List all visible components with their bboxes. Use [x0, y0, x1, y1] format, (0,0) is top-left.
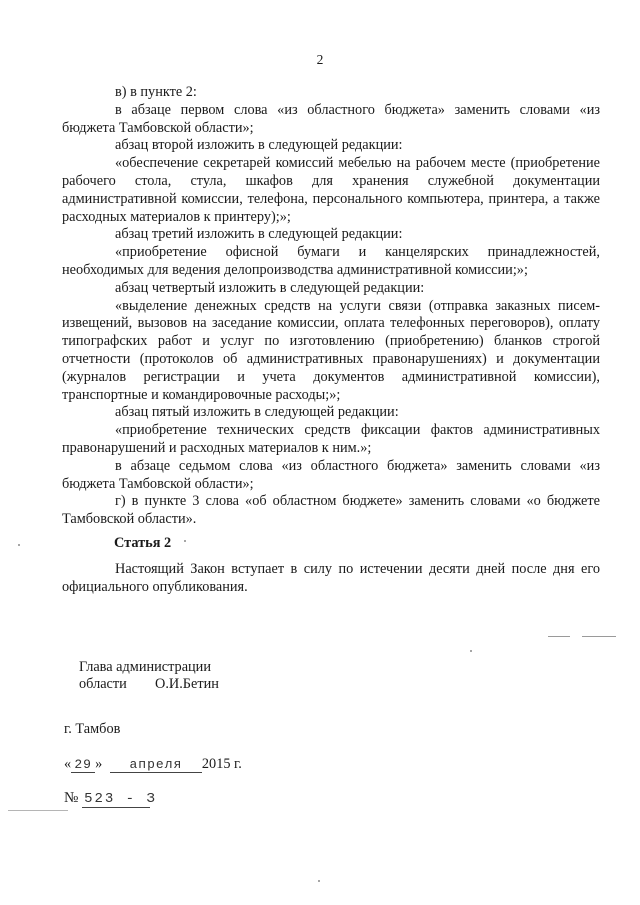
signatory-position-line2: области	[79, 676, 127, 692]
document-number	[64, 790, 157, 808]
paragraph: в абзаце первом слова «из областного бюджета» заменить словами «из бюджета Тамбовской области»;	[62, 101, 600, 136]
paragraph: «приобретение технических средств фиксации фактов административных правонарушений и расходных материалов к ним.»;	[62, 422, 600, 456]
paragraph: абзац пятый изложить в следующей редакции:	[115, 404, 399, 421]
article-paragraph: Настоящий Закон вступает в силу по истечении десяти дней после дня его официального опубликования.	[62, 561, 600, 595]
paragraph: в) в пункте 2:	[115, 84, 197, 100]
paragraph: абзац четвертый изложить в следующей редакции:	[115, 279, 425, 296]
signatory-position-line1: Глава администрации	[79, 659, 211, 675]
article-body	[62, 561, 600, 597]
paragraph: г) в пункте 3 слова «об областном бюджете» заменить словами «о бюджете Тамбовской области».	[62, 493, 600, 528]
scan-dot	[470, 650, 472, 652]
date-line	[64, 756, 242, 773]
number-sign: №	[64, 790, 79, 806]
paragraph: абзац третий изложить в следующей редакции:	[115, 226, 403, 243]
city: г. Тамбов	[64, 721, 121, 737]
amendment-text	[62, 84, 600, 529]
page-number: 2	[316, 52, 324, 67]
article-heading: Статья 2	[114, 535, 172, 551]
paragraph: в абзаце седьмом слова «из областного бюджета» заменить словами «из бюджета Тамбовской области»;	[62, 457, 600, 492]
date-close-quote: »	[95, 756, 103, 772]
date-month: апреля	[110, 757, 202, 773]
date-open-quote: «	[64, 756, 72, 772]
scan-dot	[18, 544, 20, 546]
scan-mark	[8, 810, 68, 811]
scan-mark	[548, 636, 570, 637]
signatory-name: О.И.Бетин	[155, 676, 219, 692]
date-year: 2015 г.	[201, 756, 242, 772]
date-day: 29	[71, 757, 95, 773]
scan-dot	[318, 880, 320, 882]
paragraph: «обеспечение секретарей комиссий мебелью на рабочем месте (приобретение рабочего стола, стула, шкафов для хранения служебной документации административной комиссии, телефона, персонального компьютера, принтера, а также расходных материалов к принтеру);»;	[62, 155, 600, 225]
scan-mark	[582, 636, 616, 637]
number-value: 523 - З	[84, 791, 157, 807]
paragraph: «приобретение офисной бумаги и канцелярских принадлежностей, необходимых для ведения делопроизводства административной комиссии;»;	[62, 244, 600, 278]
paragraph: «выделение денежных средств на услуги связи (отправка заказных писем-извещений, вызовов на заседание комиссии, оплата телефонных переговоров), оплату типографских работ и услуг по изготовлению (приобретению) бланков строгой отчетности (протоколов об административных правонарушениях) и документации (журналов регистрации и учета документов административной комиссии), транспортные и командировочные расходы;»;	[62, 297, 600, 403]
paragraph: абзац второй изложить в следующей редакции:	[115, 137, 403, 154]
scan-dot	[184, 540, 186, 542]
